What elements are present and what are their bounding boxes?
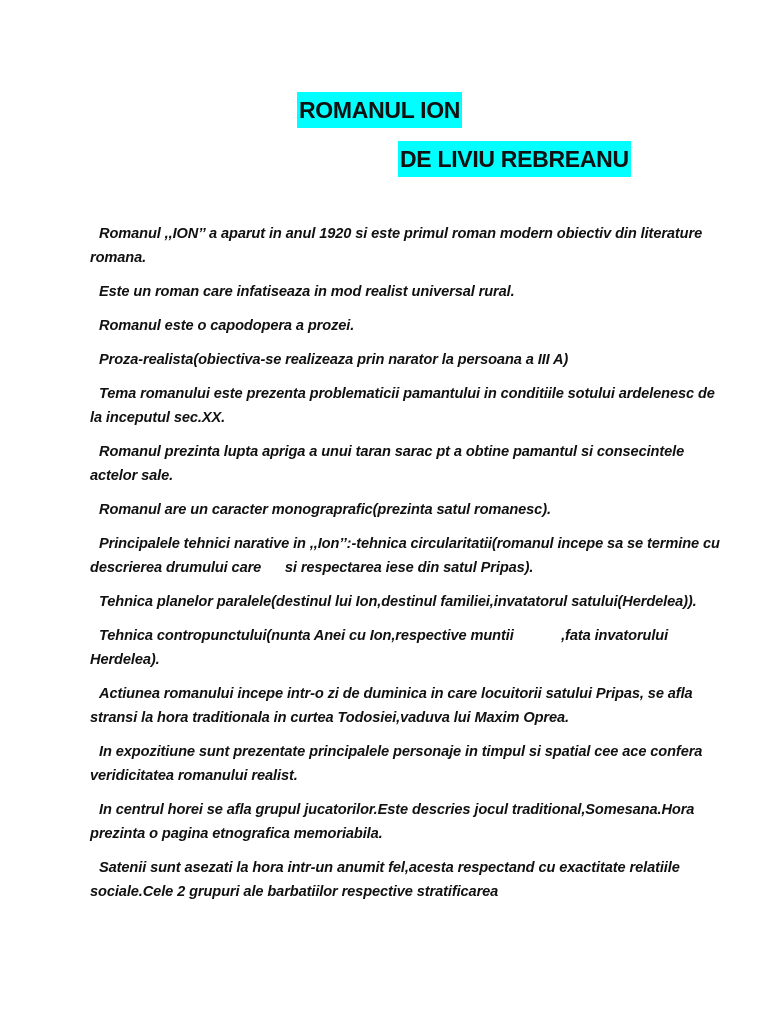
paragraph: Satenii sunt asezati la hora intr-un anumit fel,acesta respectand cu exactitate relatiile sociale.Cele 2 grupuri ale barbatiilor respective stratificarea bbox=[90, 860, 680, 900]
paragraph: Tema romanului este prezenta problematicii pamantului in conditiile sotului ardelenesc de la inceputul sec.XX. bbox=[90, 386, 715, 426]
paragraph: Este un roman care infatiseaza in mod realist universal rural. bbox=[99, 284, 515, 300]
title-line-2: DE LIVIU REBREANU bbox=[398, 141, 631, 177]
paragraph: Romanul este o capodopera a prozei. bbox=[99, 318, 355, 334]
paragraph: Romanul ,,ION’’ a aparut in anul 1920 si este primul roman modern obiectiv din literature romana. bbox=[90, 226, 703, 266]
paragraph: Principalele tehnici narative in ,,Ion’’:-tehnica circularitatii(romanul incepe sa se termine cu descrierea drumului care si respectarea iese din satul Pripas). bbox=[90, 536, 724, 576]
paragraph: Romanul prezinta lupta apriga a unui taran sarac pt a obtine pamantul si consecintele actelor sale. bbox=[90, 444, 685, 484]
title-line-1: ROMANUL ION bbox=[297, 92, 462, 128]
paragraph: Tehnica planelor paralele(destinul lui Ion,destinul familiei,invatatorul satului(Herdelea)). bbox=[99, 594, 697, 610]
paragraph: In centrul horei se afla grupul jucatorilor.Este descries jocul traditional,Somesana.Hora prezinta o pagina etnografica memoriabila. bbox=[90, 802, 695, 842]
paragraph: Romanul are un caracter monograprafic(prezinta satul romanesc). bbox=[99, 502, 551, 518]
paragraph: Actiunea romanului incepe intr-o zi de duminica in care locuitorii satului Pripas, se afla stransi la hora traditionala in curtea Todosiei,vaduva lui Maxim Oprea. bbox=[90, 686, 693, 726]
paragraph: Proza-realista(obiectiva-se realizeaza prin narator la persoana a III A) bbox=[99, 352, 569, 368]
paragraph: Tehnica contropunctului(nunta Anei cu Ion,respective muntii ,fata invatorului Herdelea). bbox=[90, 628, 673, 668]
paragraph: In expozitiune sunt prezentate principalele personaje in timpul si spatial cee ace confera veridicitatea romanului realist. bbox=[90, 744, 703, 784]
body-text bbox=[90, 222, 730, 914]
